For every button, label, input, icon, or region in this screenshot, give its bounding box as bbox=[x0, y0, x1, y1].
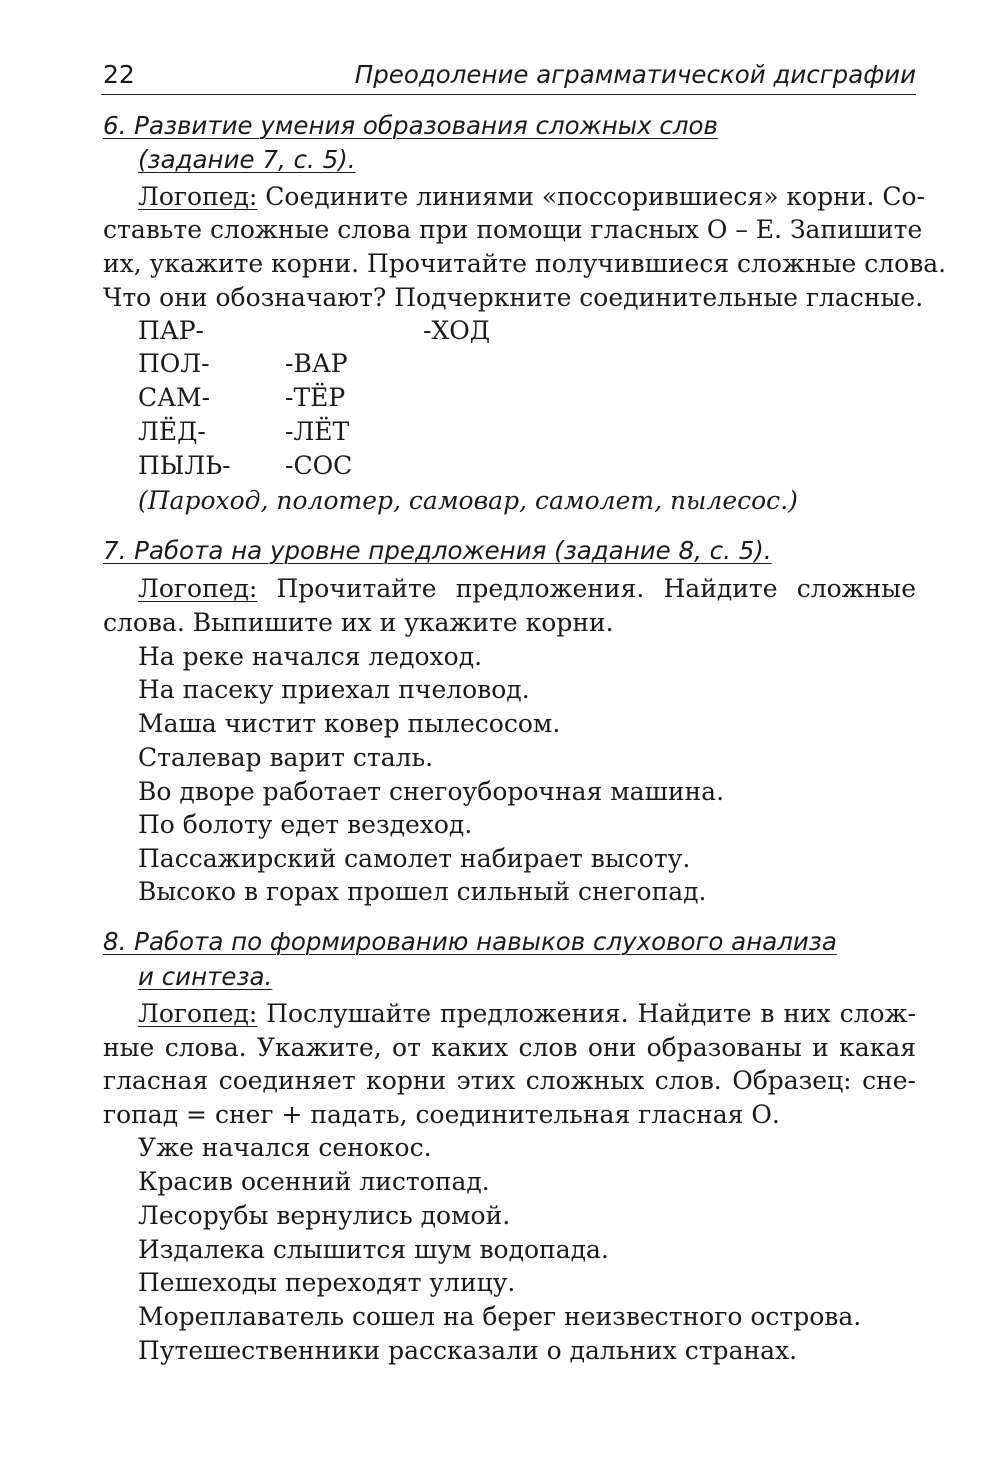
sentence-line: Пешеходы переходят улицу. bbox=[138, 1268, 516, 1297]
section7-para-line2: слова. Выпишите их и укажите корни. bbox=[103, 608, 614, 637]
sentence-line: Издалека слышится шум водопада. bbox=[138, 1235, 609, 1264]
root-right: -СОС bbox=[285, 451, 353, 480]
root-pair bbox=[138, 381, 346, 414]
sentence-line: Сталевар варит сталь. bbox=[138, 743, 434, 772]
root-right: -ХОД bbox=[423, 316, 491, 345]
section8-para-line2: ные слова. Укажите, от каких слов они образованы и какая bbox=[103, 1033, 916, 1062]
sentence-line: Высоко в горах прошел сильный снегопад. bbox=[138, 877, 707, 906]
section7-heading: 7. Работа на уровне предложения (задание 8, с. 5). bbox=[103, 536, 772, 565]
section6-heading-line2: (задание 7, с. 5). bbox=[138, 145, 356, 174]
section8-heading-line2: и синтеза. bbox=[138, 962, 273, 991]
sentence-line: Красив осенний листопад. bbox=[138, 1167, 490, 1196]
logoped-label: Логопед: bbox=[138, 574, 258, 603]
logoped-label: Логопед: bbox=[138, 182, 258, 211]
section6-para-line4: Что они обозначают? Подчеркните соединительные гласные. bbox=[103, 283, 924, 312]
root-left: ЛЁД- bbox=[138, 417, 206, 446]
sentence-line: На пасеку приехал пчеловод. bbox=[138, 675, 530, 704]
section8-heading-line1: 8. Работа по формированию навыков слухового анализа bbox=[103, 927, 837, 956]
page-number: 22 bbox=[103, 60, 135, 89]
root-right: -ВАР bbox=[285, 349, 348, 378]
section6-para-line2: ставьте сложные слова при помощи гласных О – Е. Запишите bbox=[103, 215, 923, 244]
root-pair bbox=[138, 449, 353, 482]
root-left: ПОЛ- bbox=[138, 349, 210, 378]
root-right: -ТЁР bbox=[285, 383, 346, 412]
section6-answer: (Пароход, полотер, самовар, самолет, пылесос.) bbox=[138, 486, 798, 515]
section8-para-line4: гопад = снег + падать, соединительная гласная О. bbox=[103, 1100, 780, 1129]
section8-para-line1 bbox=[138, 997, 916, 1030]
sentence-line: На реке начался ледоход. bbox=[138, 642, 483, 671]
root-pair bbox=[138, 347, 348, 380]
section8-para-line3: гласная соединяет корни этих сложных слов. Образец: сне- bbox=[103, 1066, 916, 1095]
section7-para-line1-text: Прочитайте предложения. Найдите сложные bbox=[257, 574, 916, 603]
root-left: ПЫЛЬ- bbox=[138, 451, 231, 480]
logoped-label: Логопед: bbox=[138, 999, 258, 1028]
sentence-line: Уже начался сенокос. bbox=[138, 1133, 432, 1162]
root-pair bbox=[138, 415, 350, 448]
section8-para-line1-text: Послушайте предложения. Найдите в них слож- bbox=[257, 999, 916, 1028]
root-left: ПАР- bbox=[138, 316, 205, 345]
sentence-line: Во дворе работает снегоуборочная машина. bbox=[138, 777, 725, 806]
root-pair bbox=[138, 314, 491, 347]
section6-para-line1 bbox=[138, 180, 925, 213]
section6-para-line1-text: Соедините линиями «поссорившиеся» корни. Со- bbox=[257, 182, 925, 211]
section6-para-line3: их, укажите корни. Прочитайте получившиеся сложные слова. bbox=[103, 249, 947, 278]
sentence-line: По болоту едет вездеход. bbox=[138, 810, 473, 839]
root-right: -ЛЁТ bbox=[285, 417, 350, 446]
sentence-line: Лесорубы вернулись домой. bbox=[138, 1201, 511, 1230]
sentence-line: Мореплаватель сошел на берег неизвестного острова. bbox=[138, 1302, 862, 1331]
section7-para-line1 bbox=[138, 572, 916, 605]
sentence-line: Маша чистит ковер пылесосом. bbox=[138, 709, 561, 738]
sentence-line: Путешественники рассказали о дальних странах. bbox=[138, 1336, 798, 1365]
header-rule bbox=[101, 94, 916, 95]
running-title: Преодоление аграмматической дисграфии bbox=[354, 60, 916, 89]
root-left: САМ- bbox=[138, 383, 211, 412]
sentence-line: Пассажирский самолет набирает высоту. bbox=[138, 844, 691, 873]
section6-heading-line1: 6. Развитие умения образования сложных слов bbox=[103, 111, 718, 140]
